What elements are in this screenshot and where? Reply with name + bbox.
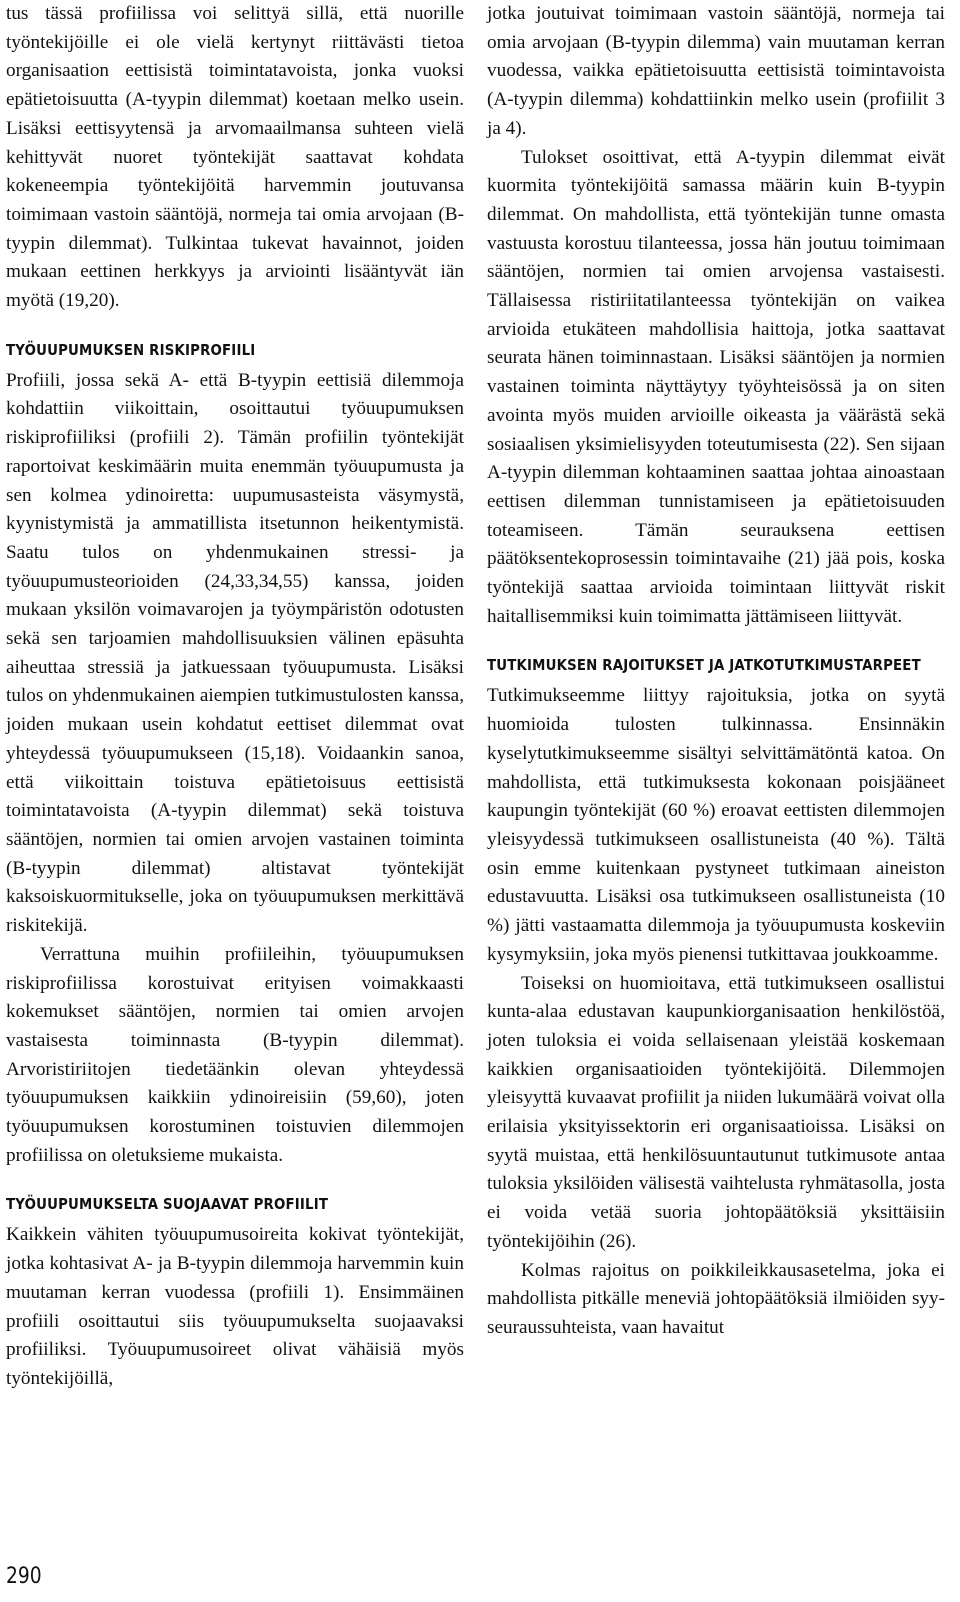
right-column xyxy=(487,0,945,1343)
paragraph: tus tässä profiilissa voi selittyä sillä, että nuorille työntekijöille ei ole vielä kertynyt riittävästi tietoa organisaation eettisistä toimintatavoista, jonka vuoksi epätietoisuutta (A-tyypin dilemmat) koetaan melko usein. Lisäksi eettisyytensä ja arvomaailmansa suhteen vielä kehittyvät nuoret työntekijät saattavat kohdata kokeneempia työntekijöitä harvemmin joutuvansa toimimaan vastoin sääntöjä, normeja tai omia arvojaan (B-tyypin dilemmat). Tulkintaa tukevat havainnot, joiden mukaan eettinen herkkyys ja arviointi lisääntyvät iän myötä (19,20). xyxy=(6,3,464,312)
left-column xyxy=(6,0,464,1394)
paragraph: Tulokset osoittivat, että A-tyypin dilemmat eivät kuormita työntekijöitä samassa määrin kuin B-tyypin dilemmat. On mahdollista, että työntekijän tunne omasta vastuusta korostuu tilanteessa, jossa hän joutuu toimimaan sääntöjen, normien tai omien arvojensa vastaisesti. Tällaisessa ristiriitatilanteessa työntekijän on vaikea arvioida etukäteen mahdollisia haittoja, jotka saattavat seurata hänen toiminnastaan. Lisäksi sääntöjen ja normien vastainen toiminta näyttäytyy työyhteisössä ja on siten avointa myös muiden arvioille oikeasta ja väärästä sekä sosiaalisen yksimielisyyden toteutumisesta (22). Sen sijaan A-tyypin dilemman kohtaaminen saattaa johtaa ainoastaan eettisen dilemman tunnistamiseen ja epätietoisuuden toteamiseen. Tämän seurauksena eettisen päätöksentekoprosessin toimintavaihe (21) jää pois, koska työntekijä saattaa arvioida toimintaan liittyvät riskit haitallisemmiksi kuin toimimatta jättämiseen liittyvät. xyxy=(487,146,945,627)
paragraph: Toiseksi on huomioitava, että tutkimukseen osallistui kunta-alaa edustavan kaupunkiorganisaation henkilöstöä, joten tuloksia ei voida sellaisenaan yleistää koskemaan kaikkien organisaatioiden työntekijöitä. Dilemmojen yleisyyttä kuvaavat profiilit ja niiden lukumäärä voivat olla erilaisia yksityissektorin eri organisaatioissa. Lisäksi on syytä muistaa, että henkilösuuntautunut tutkimusote antaa tuloksia yksilöiden välisestä vaihtelusta ryhmätasolla, josta ei voida vetää suoria johtopäätöksiä yksittäisiin työntekijöihin (26). xyxy=(487,972,945,1252)
paragraph: jotka joutuivat toimimaan vastoin sääntöjä, normeja tai omia arvojaan (B-tyypin dilemma) vain muutaman kerran vuodessa, vaikka epätietoisuutta eettisistä toimintavoista (A-tyypin dilemma) kohdattiinkin melko usein (profiilit 3 ja 4). xyxy=(487,3,945,139)
paragraph: Verrattuna muihin profiileihin, työuupumuksen riskiprofiilissa korostuivat erityisen voimakkaasti kokemukset sääntöjen, normien tai omien arvojen vastaisesta toiminnasta (B-tyypin dilemmat). Arvoristiriitojen tiedetäänkin olevan yhteydessä työuupumuksen kaikkiin ydinoireisiin (59,60), joten työuupumuksen korostuminen toistuvien dilemmojen profiilissa on oletuksieme mukaista. xyxy=(6,943,464,1166)
paragraph: Tutkimukseemme liittyy rajoituksia, jotka on syytä huomioida tulosten tulkinnassa. Ensinnäkin kyselytutkimukseemme sisältyi selvittämätöntä katoa. On mahdollista, että tutkimuksesta kokonaan poisjääneet kaupungin työntekijät (60 %) eroavat eettisten dilemmojen yleisyydessä tutkimukseen osallistuneista (40 %). Tältä osin emme kuitenkaan pystyneet tutkimaan aineiston edustavuutta. Lisäksi osa tutkimukseen osallistuneista (10 %) jätti vastaamatta dilemmoja ja työuupumusta koskeviin kysymyksiin, joka myös pienensi tutkittavaa joukkoamme. xyxy=(487,685,945,965)
section-heading-protective-profiles: TYÖUUPUMUKSELTA SUOJAAVAT PROFIILIT xyxy=(6,1195,329,1214)
paragraph: Kaikkein vähiten työuupumusoireita kokivat työntekijät, jotka kohtasivat A- ja B-tyypin dilemmoja harvemmin kuin muutaman kerran vuodessa (profiili 1). Ensimmäinen profiili osoittautui siis työuupumukselta suojaavaksi profiiliksi. Työuupumusoireet olivat vähäisiä myös työntekijöillä, xyxy=(6,1224,464,1389)
section-heading-burnout-risk-profile: TYÖUUPUMUKSEN RISKIPROFIILI xyxy=(6,340,256,359)
section-heading-limitations: TUTKIMUKSEN RAJOITUKSET JA JATKOTUTKIMUSTARPEET xyxy=(487,656,921,675)
page-number: 290 xyxy=(6,1564,42,1589)
paragraph: Kolmas rajoitus on poikkileikkausasetelma, joka ei mahdollista pitkälle meneviä johtopäätöksiä ilmiöiden syy-seuraussuhteista, vaan havaitut xyxy=(487,1259,945,1338)
paragraph: Profiili, jossa sekä A- että B-tyypin eettisiä dilemmoja kohdattiin viikoittain, osoittautui työuupumuksen riskiprofiiliksi (profiili 2). Tämän profiilin työntekijät raportoivat keskimäärin muita enemmän työuupumusta ja sen kolmea ydinoiretta: uupumusasteista väsymystä, kyynistymistä ja ammatillista itsetunnon heikentymistä. Saatu tulos on yhdenmukainen stressi- ja työuupumusteorioiden (24,33,34,55) kanssa, joiden mukaan yksilön voimavarojen ja työympäristön odotusten sekä sen tarjoamien mahdollisuuksien välinen epäsuhta aiheuttaa stressiä ja jatkuessaan työuupumusta. Lisäksi tulos on yhdenmukainen aiempien tutkimustulosten kanssa, joiden mukaan usein kohdatut eettiset dilemmat ovat yhteydessä työuupumukseen (15,18). Voidaankin sanoa, että viikoittain toistuva epätietoisuus eettisistä toimintatavoista (A-tyypin dilemmat) sekä toistuva sääntöjen, normien tai omien arvojen vastainen toiminta (B-tyypin dilemmat) altistavat työntekijät kaksoiskuormitukselle, joka on työuupumuksen merkittävä riskitekijä. xyxy=(6,369,464,937)
